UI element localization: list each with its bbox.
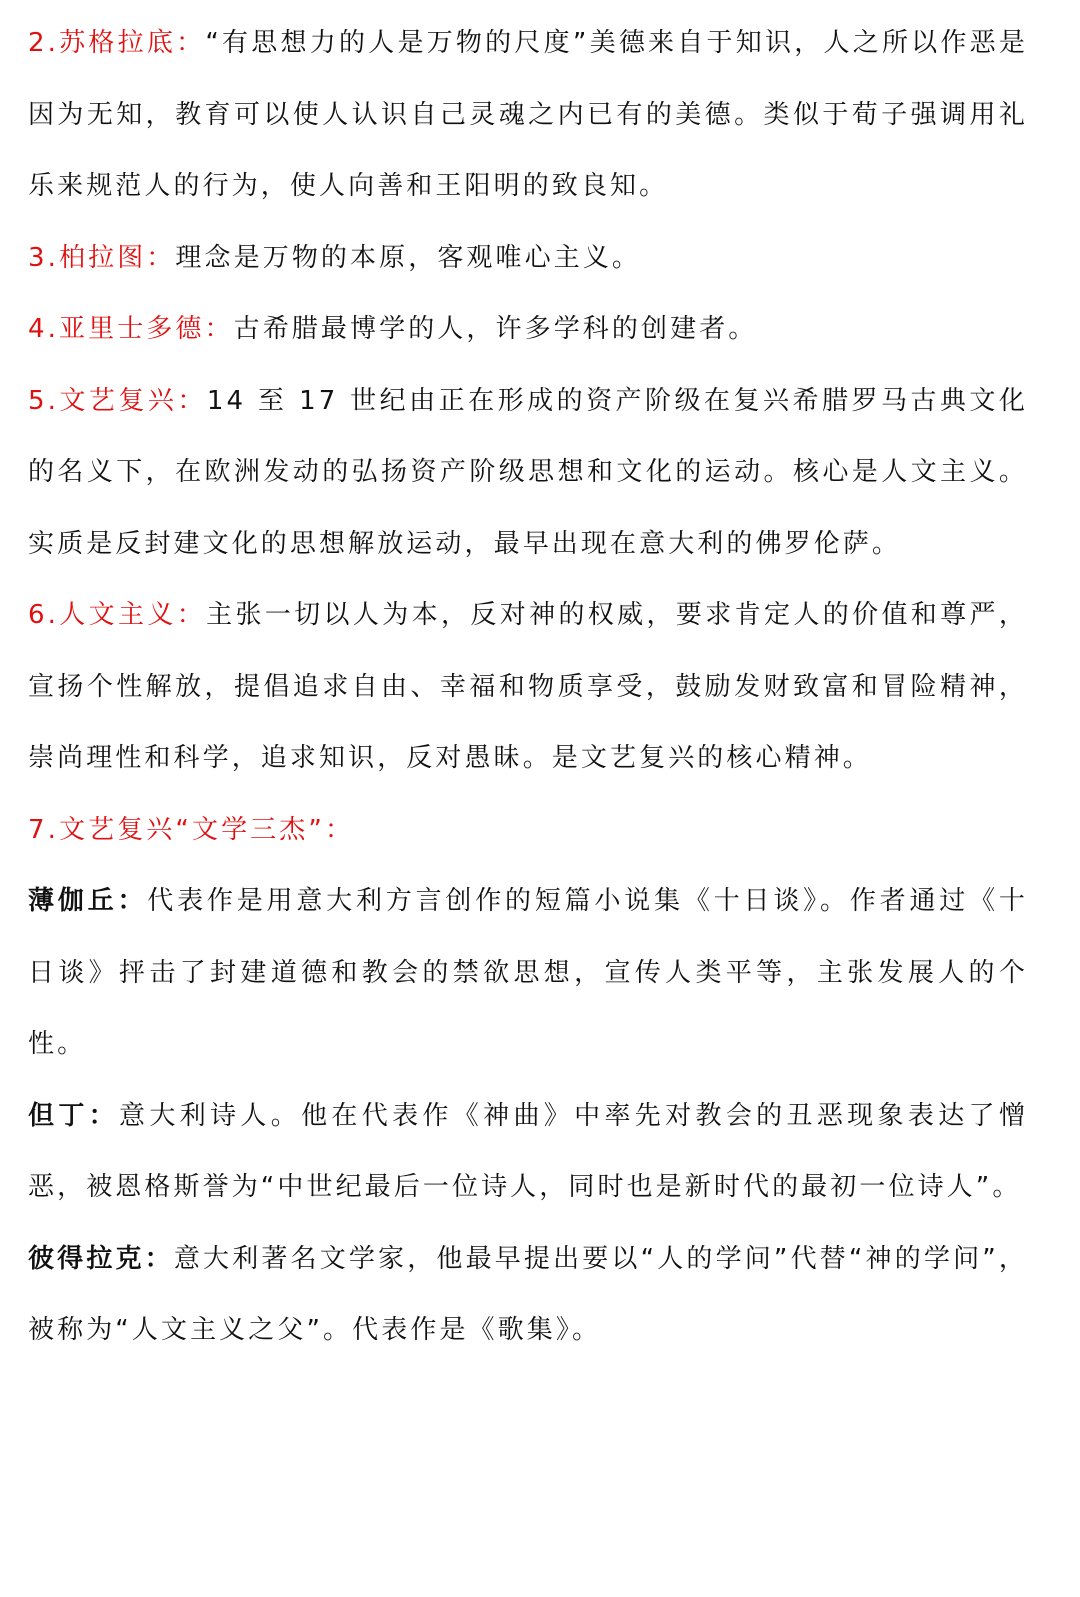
figure-heading: 彼得拉克： <box>28 1243 174 1274</box>
entry-heading: 7.文艺复兴“文学三杰”： <box>28 814 355 845</box>
entry-heading: 5.文艺复兴： <box>28 385 207 416</box>
figure-dante <box>28 1081 1028 1224</box>
entry-humanism <box>28 580 1028 795</box>
entry-body: 古希腊最博学的人，许多学科的创建者。 <box>233 314 758 344</box>
entry-heading: 3.柏拉图： <box>28 242 176 273</box>
document-page <box>28 8 1028 1367</box>
entry-body: 理念是万物的本原，客观唯心主义。 <box>175 242 642 273</box>
entry-plato <box>28 223 1028 295</box>
figure-body: 意大利诗人。他在代表作《神曲》中率先对教会的丑恶现象表达了憎恶，被恩格斯誉为“中世纪最后一位诗人，同时也是新时代的最初一位诗人”。 <box>28 1100 1028 1202</box>
figure-boccaccio <box>28 866 1028 1081</box>
entry-heading: 6.人文主义： <box>28 600 207 630</box>
figure-petrarch <box>28 1224 1028 1367</box>
entry-renaissance <box>28 366 1028 581</box>
entry-heading: 2.苏格拉底： <box>28 28 206 58</box>
entry-body: “有思想力的人是万物的尺度”美德来自于知识，人之所以作恶是因为无知，教育可以使人认识自己灵魂之内已有的美德。类似于荀子强调用礼乐来规范人的行为，使人向善和王阳明的致良知。 <box>28 28 1028 201</box>
figure-body: 代表作是用意大利方言创作的短篇小说集《十日谈》。作者通过《十日谈》抨击了封建道德和教会的禁欲思想，宣传人类平等，主张发展人的个性。 <box>28 886 1028 1059</box>
entry-body: 主张一切以人为本，反对神的权威，要求肯定人的价值和尊严，宣扬个性解放，提倡追求自由、幸福和物质享受，鼓励发财致富和冒险精神，崇尚理性和科学，追求知识，反对愚昧。是文艺复兴的核心精神。 <box>28 600 1028 773</box>
entry-body: 14 至 17 世纪由正在形成的资产阶级在复兴希腊罗马古典文化的名义下，在欧洲发动的弘扬资产阶级思想和文化的运动。核心是人文主义。实质是反封建文化的思想解放运动，最早出现在意大利的佛罗伦萨。 <box>28 385 1028 559</box>
entry-heading: 4.亚里士多德： <box>28 314 234 344</box>
entry-socrates <box>28 8 1028 223</box>
figure-body: 意大利著名文学家，他最早提出要以“人的学问”代替“神的学问”，被称为“人文主义之父”。代表作是《歌集》。 <box>28 1243 1028 1345</box>
entry-aristotle <box>28 294 1028 366</box>
entry-three-literary-masters <box>28 795 1028 867</box>
figure-heading: 但丁： <box>28 1100 120 1131</box>
figure-heading: 薄伽丘： <box>28 886 148 916</box>
